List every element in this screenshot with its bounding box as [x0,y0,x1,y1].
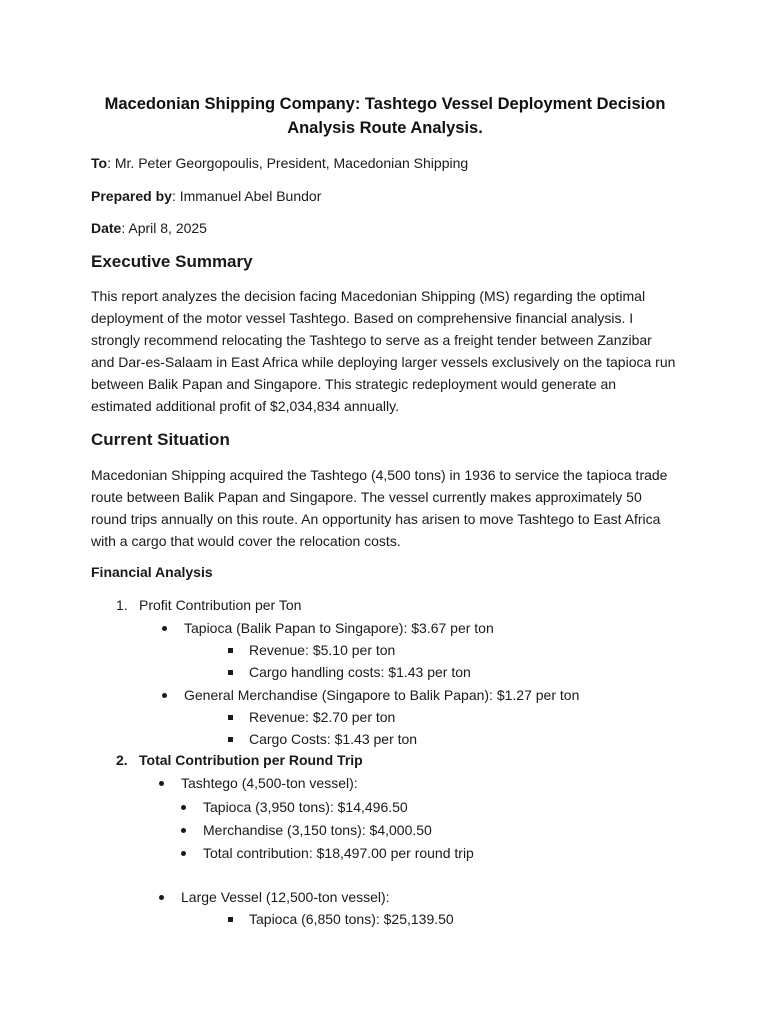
tapioca-costs-item: Cargo handling costs: $1.43 per ton [249,664,471,680]
bullet-dot [159,895,164,900]
tashtego-tapioca-item: Tapioca (3,950 tons): $14,496.50 [203,799,408,815]
financial-analysis-heading: Financial Analysis [91,564,213,580]
date-value: : April 8, 2025 [121,220,207,236]
merch-revenue-item: Revenue: $2.70 per ton [249,709,396,725]
merch-contribution-item: General Merchandise (Singapore to Balik Papan): $1.27 per ton [184,687,580,703]
profit-per-ton-item: Profit Contribution per Ton [139,597,302,613]
bullet-square [228,715,233,720]
tashtego-total-item: Total contribution: $18,497.00 per round trip [203,845,474,861]
bullet-dot [159,781,164,786]
executive-summary-heading: Executive Summary [91,252,253,271]
prepared-by-value: : Immanuel Abel Bundor [171,188,322,204]
to-value: : Mr. Peter Georgopoulis, President, Macedonian Shipping [107,155,469,171]
bullet-square [228,917,233,922]
bullet-dot [162,626,167,631]
prepared-by-line [91,186,321,206]
tapioca-contribution-item: Tapioca (Balik Papan to Singapore): $3.67 per ton [184,620,494,636]
merch-costs-item: Cargo Costs: $1.43 per ton [249,731,418,747]
large-vessel-item: Large Vessel (12,500-ton vessel): [181,889,390,905]
date-line [91,218,207,238]
executive-summary-text: This report analyzes the decision facing Macedonian Shipping (MS) regarding the optimal deployment of the motor vessel Tashtego. Based on comprehensive financial analysis. I strongly recommend relocating the Tashtego to serve as a freight tender between Zanzibar and Dar-es-Salaam in East Africa while deploying larger vessels exclusively on the tapioca run between Balik Papan and Singapore. This strategic redeployment would generate an estimated additional profit of $2,034,834 annually. [91,288,676,414]
bullet-dot [181,828,186,833]
total-contribution-item: Total Contribution per Round Trip [139,752,363,768]
tapioca-revenue-item: Revenue: $5.10 per ton [249,642,396,658]
large-tapioca-item: Tapioca (6,850 tons): $25,139.50 [249,911,454,927]
list-marker-1: 1. [116,597,128,613]
bullet-square [228,737,233,742]
date-label: Date [91,220,122,236]
bullet-square [228,648,233,653]
bullet-dot [181,805,186,810]
bullet-square [228,670,233,675]
list-marker-2: 2. [116,752,128,768]
document-title: Macedonian Shipping Company: Tashtego Vessel Deployment Decision Analysis Route Analysis. [104,95,666,137]
current-situation-text: Macedonian Shipping acquired the Tashtego (4,500 tons) in 1936 to service the tapioca trade route between Balik Papan and Singapore. The vessel currently makes approximately 50 round trips annually on this route. An opportunity has arisen to move Tashtego to East Africa with a cargo that would cover the relocation costs. [91,467,668,549]
tashtego-vessel-item: Tashtego (4,500-ton vessel): [181,775,358,791]
prepared-by-label: Prepared by [91,188,172,204]
bullet-dot [181,851,186,856]
to-label: To [91,155,108,171]
tashtego-merch-item: Merchandise (3,150 tons): $4,000.50 [203,822,432,838]
to-line [91,153,468,173]
current-situation-heading: Current Situation [91,430,230,449]
bullet-dot [162,693,167,698]
